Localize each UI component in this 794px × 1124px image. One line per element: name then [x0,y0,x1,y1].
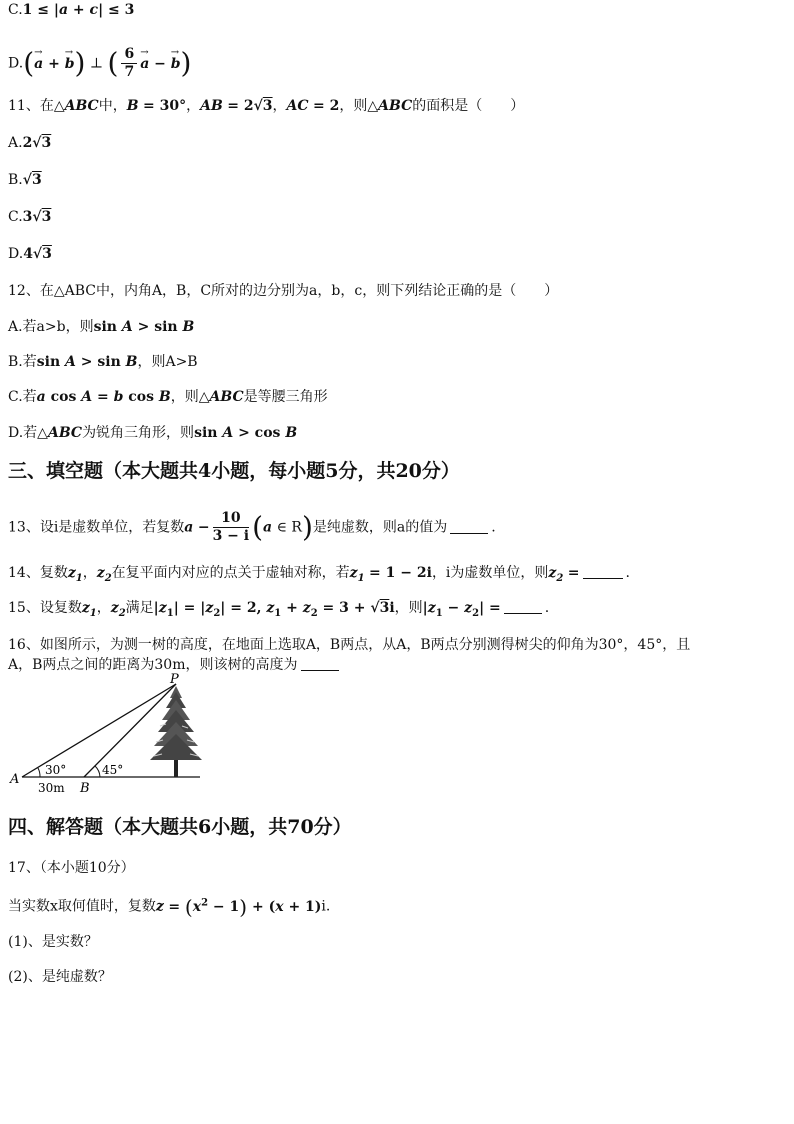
angle-arc-45 [95,766,100,777]
q15: 15、设复数$z_1$，$z_2$满足$|z_1| = |z_2| = 2$, $z_1 + z_2 = 3 + √3i$，则$|z_1 - z_2|$ = . [8,600,550,619]
q16-line1: 16、如图所示，为测一树的高度，在地面上选取A，B两点，从A，B两点分别测得树尖的仰角为30°，45°，且 [8,637,691,653]
label-angle-45: 45° [102,763,124,777]
q10-option-c: C.1 ≤ |→ a + → c| ≤ 3 [8,0,134,20]
label-p: P [170,672,179,687]
q11-option-d: D.4√3 [8,246,52,262]
q17-stem: 当实数x取何值时，复数$z = (x^2 - 1) + (x + 1)i$. [8,894,331,919]
tree-icon [150,686,202,777]
q13: 13、设i是虚数单位，若复数a − $\frac{10}{3 - i}$ (a ∈ R)是纯虚数，则a的值为 . [8,510,496,544]
label-distance: 30m [38,781,65,795]
q17-part1: (1)、是实数？ [8,934,98,950]
label-b: B [80,781,90,796]
q11-stem: 11、在△ABC中，B = 30°，AB = 2√3，AC = 2，则△ABC的面积是（ ） [8,98,525,114]
q12-stem: 12、在△ABC中，内角A，B，C所对的边分别为a，b，c，则下列结论正确的是（ ） [8,283,559,299]
q12-option-a: A.若a>b，则sin A > sin B [8,319,195,335]
q11-option-c: C.3√3 [8,209,52,225]
section-3-title: 三、填空题（本大题共4小题，每小题5分，共20分） [8,460,460,482]
angle-arc-30 [38,768,40,777]
q16-line2: A，B两点之间的距离为30m，则该树的高度为 [8,655,342,675]
q11-option-a: A.2√3 [8,135,52,151]
label-angle-30: 30° [45,763,67,777]
q12-option-b: B.若sin A > sin B，则A>B [8,354,198,370]
q11-option-b: B.√3 [8,172,42,188]
tree-height-figure [0,670,220,800]
q14: 14、复数$z_1$，$z_2$在复平面内对应的点关于虚轴对称，若$z_1 = 1 - 2i$，i为虚数单位，则$z_2$ = . [8,565,630,584]
q10-option-d: D.(→ a + → b) ⊥ ( $\frac{6}{7}$ → a − → b) [8,46,191,81]
q17-part2: (2)、是纯虚数？ [8,969,112,985]
q12-option-d: D.若△ABC为锐角三角形，则sin A > cos B [8,425,298,441]
section-4-title: 四、解答题（本大题共6小题，共70分） [8,816,352,838]
label-a: A [10,772,20,787]
q12-option-c: C.若a cos A = b cos B，则△ABC是等腰三角形 [8,389,328,405]
q17-title: 17、（本小题10分） [8,860,135,876]
